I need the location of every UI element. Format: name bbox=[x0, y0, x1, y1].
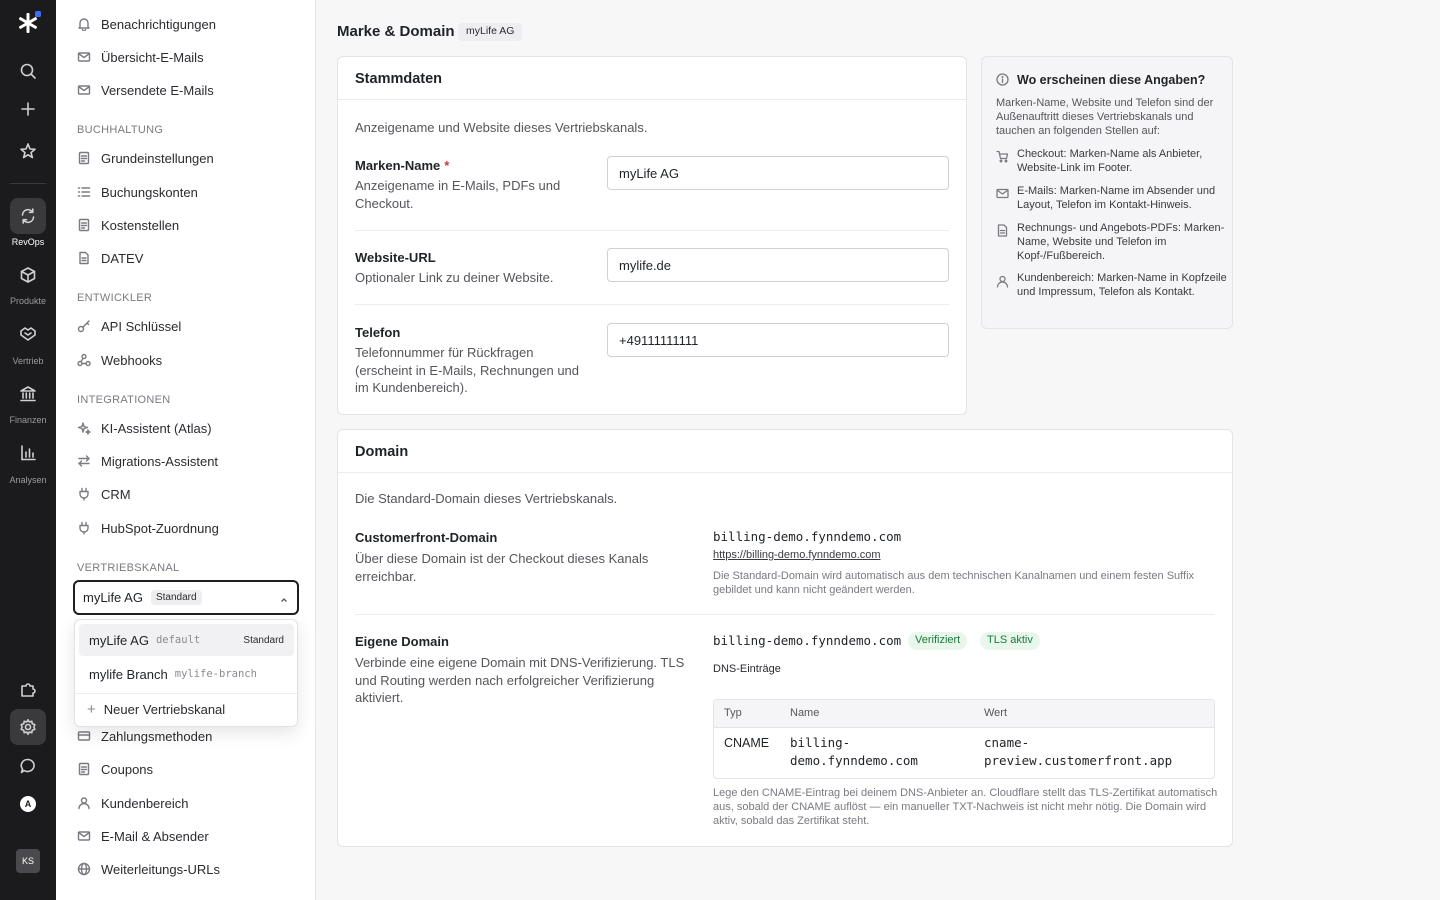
list-icon bbox=[76, 184, 92, 200]
sidebar-item-label: Zahlungsmethoden bbox=[101, 728, 213, 744]
file-icon bbox=[996, 224, 1009, 240]
customerfront-domain-value: billing-demo.fynndemo.com bbox=[713, 529, 902, 544]
sidebar-item-migrations-assistent[interactable] bbox=[76, 450, 218, 472]
sidebar-item-ki-assistent[interactable] bbox=[76, 417, 212, 439]
new-channel-button[interactable] bbox=[87, 701, 225, 718]
info-item-pdfs: Rechnungs- und Angebots-PDFs: Marken-Name, Website und Telefon im Kopf-/Fußbereich. bbox=[1017, 222, 1225, 262]
sidebar-item-label: Coupons bbox=[101, 761, 154, 777]
app-rail bbox=[0, 0, 56, 900]
sidebar-item-label: HubSpot-Zuordnung bbox=[101, 520, 219, 536]
website-url-help: Optionaler Link zu deiner Website. bbox=[355, 270, 554, 285]
sidebar-item-label: Benachrichtigungen bbox=[101, 16, 216, 32]
sidebar-item-buchungskonten[interactable] bbox=[76, 181, 198, 203]
sidebar-item-versendete-emails[interactable] bbox=[76, 79, 214, 101]
channel-option-slug: mylife-branch bbox=[174, 668, 257, 680]
sparkles-icon bbox=[76, 420, 92, 436]
box-icon[interactable] bbox=[10, 257, 46, 293]
document-icon bbox=[76, 150, 92, 166]
verified-badge: Verifiziert bbox=[908, 632, 967, 650]
puzzle-icon[interactable] bbox=[10, 671, 46, 707]
tls-active-badge: TLS aktiv bbox=[980, 632, 1040, 650]
info-title: Wo erscheinen diese Angaben? bbox=[1017, 73, 1206, 87]
handshake-icon[interactable] bbox=[10, 316, 46, 352]
org-avatar[interactable]: A bbox=[20, 796, 36, 812]
chevron-up-icon bbox=[279, 593, 289, 608]
customerfront-domain-help: Über diese Domain ist der Checkout dieses Kanals erreichbar. bbox=[355, 551, 649, 584]
website-url-label: Website-URL bbox=[355, 250, 436, 265]
user-icon bbox=[996, 275, 1009, 291]
channel-option-mylife-ag[interactable] bbox=[79, 624, 294, 656]
required-mark: * bbox=[444, 158, 450, 173]
search-icon[interactable] bbox=[10, 53, 46, 89]
new-channel-label: Neuer Vertriebskanal bbox=[103, 702, 226, 717]
card-subtitle: Anzeigename und Website dieses Vertriebskanals. bbox=[355, 120, 648, 135]
sidebar-item-benachrichtigungen[interactable] bbox=[76, 13, 216, 35]
channel-dropdown bbox=[74, 619, 298, 727]
standard-badge: Standard bbox=[243, 634, 284, 646]
channel-select[interactable] bbox=[73, 580, 299, 615]
customerfront-domain-label: Customerfront-Domain bbox=[355, 530, 498, 545]
chat-icon[interactable] bbox=[10, 748, 46, 784]
rail-label-vertrieb: Vertrieb bbox=[12, 356, 44, 366]
dns-table bbox=[713, 699, 1215, 779]
card-title: Domain bbox=[355, 444, 409, 460]
card-subtitle: Die Standard-Domain dieses Vertriebskanals. bbox=[355, 491, 618, 506]
plus-icon: + bbox=[87, 701, 96, 718]
channel-option-name: myLife AG bbox=[89, 632, 149, 648]
own-domain-label: Eigene Domain bbox=[355, 634, 449, 649]
sidebar-item-label: KI-Assistent (Atlas) bbox=[101, 420, 212, 436]
column-header-typ: Typ bbox=[724, 707, 742, 719]
dns-table-header bbox=[714, 700, 1214, 728]
sidebar-item-label: CRM bbox=[101, 486, 131, 502]
sidebar-item-label: API Schlüssel bbox=[101, 318, 182, 334]
sidebar-item-grundeinstellungen[interactable] bbox=[76, 147, 214, 169]
rail-label-produkte: Produkte bbox=[9, 296, 47, 306]
credit-card-icon bbox=[76, 728, 92, 744]
gear-icon[interactable] bbox=[10, 709, 46, 745]
phone-help: Telefonnummer für Rückfragen (erscheint in E-Mails, Rechnungen und im Kundenbereich). bbox=[355, 345, 580, 395]
section-heading-integrationen: INTEGRATIONEN bbox=[77, 394, 171, 406]
channel-select-value: myLife AG bbox=[83, 590, 143, 605]
arrows-swap-icon bbox=[76, 453, 92, 469]
sidebar-item-weiterleitungs-urls[interactable] bbox=[76, 858, 220, 880]
column-header-name: Name bbox=[790, 707, 820, 719]
info-item-kundenbereich: Kundenbereich: Marken-Name in Kopfzeile und Impressum, Telefon als Kontakt. bbox=[1017, 272, 1227, 298]
rail-label-finanzen: Finanzen bbox=[9, 415, 47, 425]
phone-input[interactable] bbox=[607, 323, 949, 357]
sidebar-item-kostenstellen[interactable] bbox=[76, 214, 179, 236]
sidebar-item-label: Webhooks bbox=[101, 352, 163, 368]
bell-icon bbox=[76, 16, 92, 32]
sidebar-item-hubspot-zuordnung[interactable] bbox=[76, 517, 219, 539]
bank-icon[interactable] bbox=[10, 376, 46, 412]
sidebar-item-label: Buchungskonten bbox=[101, 184, 198, 200]
mail-icon bbox=[76, 82, 92, 98]
sidebar-item-zahlungsmethoden[interactable] bbox=[76, 725, 212, 747]
file-icon bbox=[76, 250, 92, 266]
sidebar-item-uebersicht-emails[interactable] bbox=[76, 46, 204, 68]
mail-icon bbox=[996, 187, 1009, 203]
dns-cell-value[interactable]: cname- preview.customerfront.app bbox=[984, 735, 1173, 768]
mail-icon bbox=[76, 828, 92, 844]
sidebar-item-kundenbereich[interactable] bbox=[76, 792, 188, 814]
dns-cell-name[interactable]: billing- demo.fynndemo.com bbox=[790, 735, 918, 768]
user-icon bbox=[76, 795, 92, 811]
plug-icon bbox=[76, 486, 92, 502]
sidebar-item-label: E-Mail & Absender bbox=[101, 828, 209, 844]
sidebar-item-label: Grundeinstellungen bbox=[101, 150, 214, 166]
document-icon bbox=[76, 217, 92, 233]
sidebar-item-label: Migrations-Assistent bbox=[101, 453, 219, 469]
info-icon bbox=[996, 73, 1009, 89]
sidebar-item-datev[interactable] bbox=[76, 247, 143, 269]
sidebar-item-label: Versendete E-Mails bbox=[101, 82, 214, 98]
column-header-wert: Wert bbox=[984, 707, 1008, 719]
channel-option-name: mylife Branch bbox=[89, 666, 168, 682]
channel-option-mylife-branch[interactable] bbox=[79, 658, 294, 690]
sidebar-item-webhooks[interactable] bbox=[76, 349, 162, 371]
master-data-card bbox=[337, 56, 967, 415]
sidebar-item-label: Übersicht-E-Mails bbox=[101, 49, 204, 65]
bar-chart-icon[interactable] bbox=[10, 435, 46, 471]
standard-badge: Standard bbox=[151, 590, 202, 605]
section-heading-entwickler: ENTWICKLER bbox=[77, 292, 153, 304]
sidebar-item-label: Kostenstellen bbox=[101, 217, 180, 233]
customerfront-domain-note: Die Standard-Domain wird automatisch aus dem technischen Kanalnamen und einem festen Suffix gebildet und kann nicht geändert werden. bbox=[713, 570, 1195, 596]
star-icon[interactable] bbox=[10, 133, 46, 169]
info-item-checkout: Checkout: Marken-Name als Anbieter, Website-Link im Footer. bbox=[1017, 148, 1203, 174]
dns-entries-label: DNS-Einträge bbox=[713, 663, 781, 675]
dns-cell-type: CNAME bbox=[724, 736, 770, 750]
website-url-input[interactable] bbox=[607, 248, 949, 282]
sidebar-item-api-schluessel[interactable] bbox=[76, 315, 181, 337]
channel-badge: myLife AG bbox=[458, 23, 522, 41]
settings-sidebar bbox=[56, 0, 316, 900]
section-heading-vertriebskanal: VERTRIEBSKANAL bbox=[77, 562, 180, 574]
sidebar-item-email-absender[interactable] bbox=[76, 825, 209, 847]
own-domain-help: Verbinde eine eigene Domain mit DNS-Verifizierung. TLS und Routing werden nach erfolgreicher Verifizierung aktiviert. bbox=[355, 655, 685, 705]
brand-name-label: Marken-Name * bbox=[355, 158, 450, 173]
page-title: Marke & Domain bbox=[337, 23, 455, 40]
app-logo[interactable] bbox=[16, 11, 42, 37]
document-icon bbox=[76, 761, 92, 777]
globe-icon bbox=[76, 861, 92, 877]
rail-label-revops: RevOps bbox=[11, 237, 45, 247]
dns-note: Lege den CNAME-Eintrag bei deinem DNS-Anbieter an. Cloudflare stellt das TLS-Zertifikat automatisch aus, sobald der CNAME auflöst — ein manueller TXT-Nachweis ist nicht mehr nötig. Die Domain wird aktiv, sobald das Zertifikat steht. bbox=[713, 787, 1218, 827]
info-box bbox=[981, 56, 1233, 329]
card-title: Stammdaten bbox=[355, 71, 443, 87]
sidebar-item-crm[interactable] bbox=[76, 483, 131, 505]
dropdown-divider bbox=[75, 693, 297, 694]
brand-name-help: Anzeigename in E-Mails, PDFs und Checkout. bbox=[355, 178, 561, 211]
domain-card bbox=[337, 429, 1233, 847]
brand-name-input[interactable] bbox=[607, 156, 949, 190]
own-domain-value: billing-demo.fynndemo.com bbox=[713, 633, 902, 648]
section-heading-buchhaltung: BUCHHALTUNG bbox=[77, 124, 164, 136]
mail-icon bbox=[76, 49, 92, 65]
plus-icon[interactable] bbox=[10, 91, 46, 127]
key-icon bbox=[76, 318, 92, 334]
sidebar-item-label: Kundenbereich bbox=[101, 795, 189, 811]
sidebar-item-label: DATEV bbox=[101, 250, 144, 266]
sidebar-item-label: Weiterleitungs-URLs bbox=[101, 861, 220, 877]
rail-label-analysen: Analysen bbox=[9, 475, 47, 485]
revops-icon[interactable] bbox=[10, 198, 46, 234]
plug-icon bbox=[76, 520, 92, 536]
info-item-emails: E-Mails: Marken-Name im Absender und Layout, Telefon im Kontakt-Hinweis. bbox=[1017, 185, 1216, 211]
channel-option-slug: default bbox=[155, 634, 201, 646]
sidebar-item-coupons[interactable] bbox=[76, 758, 153, 780]
phone-label: Telefon bbox=[355, 325, 401, 340]
info-intro: Marken-Name, Website und Telefon sind der Außenauftritt dieses Vertriebskanals und tauchen an folgenden Stellen auf: bbox=[996, 97, 1214, 137]
user-avatar[interactable]: KS bbox=[16, 849, 40, 873]
cart-icon bbox=[996, 150, 1009, 166]
webhook-icon bbox=[76, 352, 92, 368]
customerfront-domain-link[interactable]: https://billing-demo.fynndemo.com bbox=[713, 549, 881, 561]
